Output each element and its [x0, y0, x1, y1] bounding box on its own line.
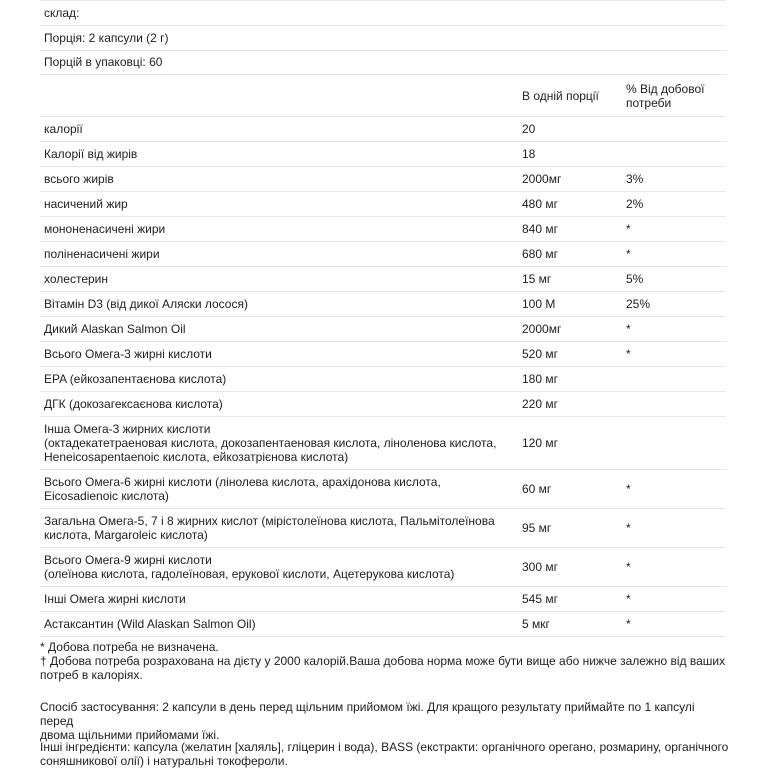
amount-per-serving: 5 мкг: [518, 612, 622, 637]
column-header-name: [40, 75, 518, 117]
table-row: [40, 192, 726, 217]
daily-value-percent: [622, 392, 726, 417]
daily-value-percent: *: [622, 612, 726, 637]
table-row: [40, 470, 726, 509]
table-row: [40, 509, 726, 548]
nutrient-name: холестерин: [40, 267, 518, 292]
table-row: [40, 292, 726, 317]
amount-per-serving: 520 мг: [518, 342, 622, 367]
daily-value-percent: *: [622, 317, 726, 342]
footnotes: [40, 640, 730, 682]
table-row: [40, 317, 726, 342]
table-row: [40, 242, 726, 267]
amount-per-serving: 60 мг: [518, 470, 622, 509]
nutrient-name: ДГК (докозагексаєнова кислота): [40, 392, 518, 417]
amount-per-serving: 545 мг: [518, 587, 622, 612]
composition-row: [40, 0, 726, 26]
nutrient-name: Всього Омега-3 жирні кислоти: [40, 342, 518, 367]
amount-per-serving: 20: [518, 117, 622, 142]
table-row: [40, 612, 726, 637]
amount-per-serving: 300 мг: [518, 548, 622, 587]
daily-value-percent: *: [622, 342, 726, 367]
amount-per-serving: 2000мг: [518, 317, 622, 342]
nutrient-name: Інша Омега-3 жирних кислоти (октадекатетраеновая кислота, докозапентаеновая кислота, ліноленова кислота, Heneicosapentaenoic кислота, ейкозатрієнова кислота): [40, 417, 518, 470]
daily-value-percent: [622, 117, 726, 142]
nutrient-name: поліненасичені жири: [40, 242, 518, 267]
nutrient-name: насичений жир: [40, 192, 518, 217]
nutrient-name: калорії: [40, 117, 518, 142]
table-row: [40, 587, 726, 612]
daily-value-percent: 25%: [622, 292, 726, 317]
daily-value-percent: *: [622, 587, 726, 612]
amount-per-serving: 100 М: [518, 292, 622, 317]
daily-value-percent: *: [622, 509, 726, 548]
daily-value-percent: 5%: [622, 267, 726, 292]
daily-value-percent: [622, 417, 726, 470]
nutrient-name: Всього Омега-9 жирні кислоти (олеїнова кислота, гадолеїновая, ерукової кислоти, Ацетерукова кислота): [40, 548, 518, 587]
footnote-not-established: * Добова потреба не визначена.: [40, 640, 219, 654]
amount-per-serving: 840 мг: [518, 217, 622, 242]
table-row: [40, 342, 726, 367]
nutrient-name: EPA (ейкозапентаєнова кислота): [40, 367, 518, 392]
daily-value-percent: 2%: [622, 192, 726, 217]
amount-per-serving: 480 мг: [518, 192, 622, 217]
servings-per-container: Порцій в упаковці: 60: [44, 55, 163, 70]
other-ingredients: Інші інгредієнти: капсула (желатин [халяль], гліцерин і вода), BASS (екстракти: органічного орегано, розмарину, органічного соняшникової олії) і натуральні токофероли.: [40, 740, 729, 768]
table-row: [40, 367, 726, 392]
amount-per-serving: 180 мг: [518, 367, 622, 392]
table-row: [40, 392, 726, 417]
table-row: [40, 167, 726, 192]
daily-value-percent: 3%: [622, 167, 726, 192]
nutrient-name: Астаксантин (Wild Alaskan Salmon Oil): [40, 612, 518, 637]
nutrient-name: Загальна Омега-5, 7 і 8 жирних кислот (мірістолеїнова кислота, Пальмітолеїнова кислота, Margaroleic кислота): [40, 509, 518, 548]
column-header-daily-value: % Від добової потреби: [622, 75, 726, 117]
nutrient-name: Інші Омега жирні кислоти: [40, 587, 518, 612]
amount-per-serving: 95 мг: [518, 509, 622, 548]
nutrient-name: Калорії від жирів: [40, 142, 518, 167]
amount-per-serving: 15 мг: [518, 267, 622, 292]
column-header-per-serving: В одній порції: [518, 75, 622, 117]
table-row: [40, 142, 726, 167]
serving-size: Порція: 2 капсули (2 г): [44, 30, 169, 45]
table-row: [40, 417, 726, 470]
footnote-daily-value: † Добова потреба розрахована на дієту у 2000 калорій.Ваша добова норма може бути вище або нижче залежно від ваших потреб в калоріях.: [40, 654, 726, 682]
table-row: [40, 548, 726, 587]
nutrient-name: Всього Омега-6 жирні кислоти (лінолева кислота, арахідонова кислота, Eicosadienoic кислота): [40, 470, 518, 509]
daily-value-percent: *: [622, 242, 726, 267]
amount-per-serving: 2000мг: [518, 167, 622, 192]
composition-label: склад:: [44, 6, 80, 20]
daily-value-percent: *: [622, 548, 726, 587]
table-header-row: [40, 75, 726, 117]
amount-per-serving: 220 мг: [518, 392, 622, 417]
table-row: [40, 267, 726, 292]
daily-value-percent: [622, 142, 726, 167]
daily-value-percent: [622, 367, 726, 392]
table-row: [40, 117, 726, 142]
nutrient-name: Вітамін D3 (від дикої Аляски лосося): [40, 292, 518, 317]
daily-value-percent: *: [622, 470, 726, 509]
nutrition-table: [40, 75, 726, 637]
table-row: [40, 217, 726, 242]
amount-per-serving: 18: [518, 142, 622, 167]
usage-directions: Спосіб застосування: 2 капсули в день перед щільним прийомом їжі. Для кращого результату приймайте по 1 капсулі перед двома щільними прийомами їжі.: [40, 700, 695, 742]
serving-size-row: [40, 26, 726, 51]
nutrition-facts: [40, 0, 726, 637]
daily-value-percent: *: [622, 217, 726, 242]
servings-per-container-row: [40, 51, 726, 76]
nutrient-name: мононенасичені жири: [40, 217, 518, 242]
nutrient-name: Дикий Alaskan Salmon Oil: [40, 317, 518, 342]
amount-per-serving: 120 мг: [518, 417, 622, 470]
amount-per-serving: 680 мг: [518, 242, 622, 267]
nutrient-name: всього жирів: [40, 167, 518, 192]
